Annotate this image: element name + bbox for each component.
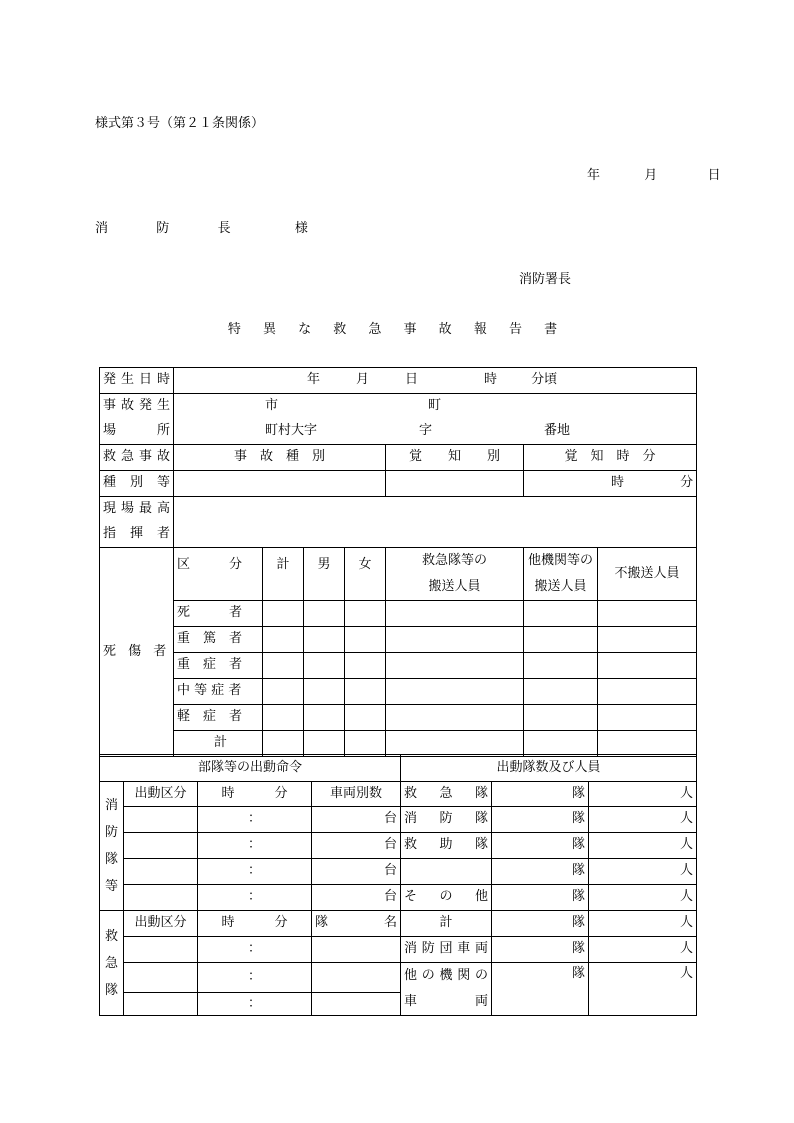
casualty-other-cell[interactable] — [524, 601, 598, 627]
casualty-header-row — [100, 548, 697, 601]
person-count-cell[interactable]: 人 — [589, 885, 697, 911]
casualty-row — [100, 679, 697, 705]
casualty-other-cell[interactable] — [524, 731, 598, 757]
date-day: 日 — [707, 168, 721, 183]
vehicle-count-cell[interactable]: 台 — [312, 807, 401, 833]
occurrence-row — [100, 368, 697, 394]
casualty-category: 重 篤 者 — [174, 627, 263, 653]
time-cell[interactable]: ： — [198, 992, 312, 1015]
unit-type-label: 救 急 隊 — [401, 782, 492, 807]
addressee: 消 防 長 様 — [95, 217, 308, 236]
casualty-not-cell[interactable] — [598, 705, 697, 731]
person-count-cell[interactable]: 人 — [589, 911, 697, 937]
casualty-category-header: 区 分 — [174, 548, 263, 601]
person-count-cell[interactable]: 人 — [589, 937, 697, 963]
casualty-total-header: 計 — [263, 548, 304, 601]
casualty-female-cell[interactable] — [345, 653, 386, 679]
fire-row — [100, 885, 697, 911]
ems-unit-label: 救 急 隊 — [100, 911, 124, 1016]
time-header: 時 分 — [198, 911, 312, 937]
ems-transport-header: 救急隊等の 搬送人員 — [386, 548, 524, 601]
detection-time-input[interactable]: 時 分 — [524, 471, 697, 497]
incident-type-header: 事 故 種 別 — [174, 445, 386, 471]
not-transported-header: 不搬送人員 — [598, 548, 697, 601]
casualty-other-cell[interactable] — [524, 705, 598, 731]
casualty-category: 死 者 — [174, 601, 263, 627]
casualty-other-cell[interactable] — [524, 627, 598, 653]
location-field-2[interactable]: 町村大字 字 番地 — [174, 420, 697, 445]
time-cell[interactable]: ： — [198, 885, 312, 911]
casualty-label: 死 傷 者 — [100, 548, 174, 757]
casualty-other-cell[interactable] — [524, 679, 598, 705]
casualty-total-cell[interactable] — [263, 601, 304, 627]
vehicle-count-cell[interactable]: 台 — [312, 833, 401, 859]
casualty-ems-cell[interactable] — [386, 679, 524, 705]
location-row-1 — [100, 394, 697, 420]
casualty-ems-cell[interactable] — [386, 731, 524, 757]
time-cell[interactable]: ： — [198, 963, 312, 993]
report-date — [587, 164, 721, 183]
casualty-male-cell[interactable] — [304, 653, 345, 679]
ems-row — [100, 911, 697, 937]
incident-type-label-1: 救急事故 — [100, 445, 174, 471]
casualty-total-cell[interactable] — [263, 653, 304, 679]
time-cell[interactable]: ： — [198, 859, 312, 885]
time-cell[interactable]: ： — [198, 833, 312, 859]
dispatch-type-cell[interactable] — [124, 992, 198, 1015]
dispatch-type-cell[interactable] — [124, 807, 198, 833]
time-cell[interactable]: ： — [198, 937, 312, 963]
person-count-cell[interactable]: 人 — [589, 833, 697, 859]
other-transport-header: 他機関等の 搬送人員 — [524, 548, 598, 601]
unit-name-cell[interactable] — [312, 963, 401, 993]
commander-label-2: 指 揮 者 — [100, 523, 174, 548]
casualty-male-cell[interactable] — [304, 679, 345, 705]
dispatch-type-cell[interactable] — [124, 963, 198, 993]
person-count-cell[interactable]: 人 — [589, 807, 697, 833]
location-label-1: 事故発生 — [100, 394, 174, 420]
detection-time-header: 覚 知 時 分 — [524, 445, 697, 471]
occurrence-label: 発生日時 — [100, 368, 174, 394]
unit-count-cell[interactable]: 隊 — [492, 937, 589, 963]
casualty-total-cell[interactable] — [263, 731, 304, 757]
sender: 消防署長 — [519, 272, 572, 287]
unit-type-label: 消 防 隊 — [401, 807, 492, 833]
dispatch-header-row — [100, 755, 697, 782]
casualty-row — [100, 705, 697, 731]
report-table — [99, 367, 697, 757]
addressee-honorific: 様 — [294, 221, 308, 236]
casualty-ems-cell[interactable] — [386, 627, 524, 653]
casualty-female-cell[interactable] — [345, 627, 386, 653]
casualty-not-cell[interactable] — [598, 601, 697, 627]
person-count-cell[interactable]: 人 — [589, 963, 697, 1016]
casualty-female-cell[interactable] — [345, 705, 386, 731]
casualty-male-cell[interactable] — [304, 627, 345, 653]
casualty-category: 中 等 症 者 — [174, 679, 263, 705]
casualty-category: 計 — [174, 731, 263, 757]
casualty-not-cell[interactable] — [598, 653, 697, 679]
commander-row-1 — [100, 497, 697, 523]
dispatch-type-header: 出動区分 — [124, 911, 198, 937]
casualty-ems-cell[interactable] — [386, 601, 524, 627]
casualty-female-cell[interactable] — [345, 731, 386, 757]
casualty-not-cell[interactable] — [598, 679, 697, 705]
dispatch-type-cell[interactable] — [124, 859, 198, 885]
casualty-total-cell[interactable] — [263, 705, 304, 731]
time-cell[interactable]: ： — [198, 807, 312, 833]
commander-label-1: 現場最高 — [100, 497, 174, 523]
casualty-category: 重 症 者 — [174, 653, 263, 679]
casualty-female-cell[interactable] — [345, 679, 386, 705]
casualty-row — [100, 601, 697, 627]
unit-type-label: 救 助 隊 — [401, 833, 492, 859]
dispatch-type-header: 出動区分 — [124, 782, 198, 807]
casualty-category: 軽 症 者 — [174, 705, 263, 731]
commander-input[interactable] — [174, 497, 697, 548]
incident-type-row-1 — [100, 445, 697, 471]
person-count-cell[interactable]: 人 — [589, 782, 697, 807]
person-count-cell[interactable]: 人 — [589, 859, 697, 885]
ems-row — [100, 963, 697, 993]
unit-type-label: そ の 他 — [401, 885, 492, 911]
fire-row — [100, 782, 697, 807]
casualty-male-cell[interactable] — [304, 705, 345, 731]
unit-name-cell[interactable] — [312, 937, 401, 963]
unit-name-header: 隊 名 — [312, 911, 401, 937]
other-agency-label: 他の機関の 車 両 — [401, 963, 492, 1016]
casualty-female-header: 女 — [345, 548, 386, 601]
vehicle-count-header: 車両別数 — [312, 782, 401, 807]
casualty-not-cell[interactable] — [598, 731, 697, 757]
fire-row — [100, 859, 697, 885]
casualty-ems-cell[interactable] — [386, 705, 524, 731]
form-number: 様式第３号（第２１条関係） — [95, 116, 265, 131]
casualty-total-cell[interactable] — [263, 627, 304, 653]
dispatch-type-cell[interactable] — [124, 885, 198, 911]
unit-count-cell[interactable]: 隊 — [492, 963, 589, 1016]
fire-row — [100, 807, 697, 833]
ems-row — [100, 937, 697, 963]
casualty-row — [100, 627, 697, 653]
incident-type-row-2 — [100, 471, 697, 497]
location-field-1[interactable]: 市 町 — [174, 394, 697, 420]
unit-name-cell[interactable] — [312, 992, 401, 1015]
occurrence-field[interactable]: 年 月 日 時 分頃 — [174, 368, 697, 394]
casualty-female-cell[interactable] — [345, 601, 386, 627]
orders-header: 部隊等の出動命令 — [100, 755, 401, 782]
casualty-male-header: 男 — [304, 548, 345, 601]
dispatch-type-cell[interactable] — [124, 937, 198, 963]
unit-count-cell[interactable]: 隊 — [492, 807, 589, 833]
unit-count-cell[interactable]: 隊 — [492, 782, 589, 807]
location-row-2 — [100, 420, 697, 445]
unit-count-cell[interactable]: 隊 — [492, 885, 589, 911]
casualty-ems-cell[interactable] — [386, 653, 524, 679]
casualty-male-cell[interactable] — [304, 731, 345, 757]
detection-header: 覚 知 別 — [386, 445, 524, 471]
casualty-male-cell[interactable] — [304, 601, 345, 627]
casualty-row — [100, 731, 697, 757]
dispatch-table — [99, 754, 697, 1016]
fire-unit-label: 消 防 隊 等 — [100, 782, 124, 911]
fire-row — [100, 833, 697, 859]
time-header: 時 分 — [198, 782, 312, 807]
casualty-total-cell[interactable] — [263, 679, 304, 705]
incident-type-label-2: 種 別 等 — [100, 471, 174, 497]
casualty-other-cell[interactable] — [524, 653, 598, 679]
unit-count-cell[interactable]: 隊 — [492, 859, 589, 885]
units-header: 出動隊数及び人員 — [401, 755, 697, 782]
page-title: 特 異 な 救 急 事 故 報 告 書 — [227, 322, 567, 337]
vehicle-count-cell[interactable]: 台 — [312, 885, 401, 911]
incident-type-input[interactable] — [174, 471, 386, 497]
casualty-not-cell[interactable] — [598, 627, 697, 653]
location-label-2: 場 所 — [100, 420, 174, 445]
unit-count-cell[interactable]: 隊 — [492, 833, 589, 859]
dispatch-type-cell[interactable] — [124, 833, 198, 859]
unit-type-label: 消防団車両 — [401, 937, 492, 963]
unit-type-blank[interactable] — [401, 859, 492, 885]
unit-count-cell[interactable]: 隊 — [492, 911, 589, 937]
date-year: 年 — [587, 168, 601, 183]
date-month: 月 — [644, 168, 658, 183]
casualty-row — [100, 653, 697, 679]
vehicle-count-cell[interactable]: 台 — [312, 859, 401, 885]
unit-type-label: 計 — [401, 911, 492, 937]
detection-input[interactable] — [386, 471, 524, 497]
